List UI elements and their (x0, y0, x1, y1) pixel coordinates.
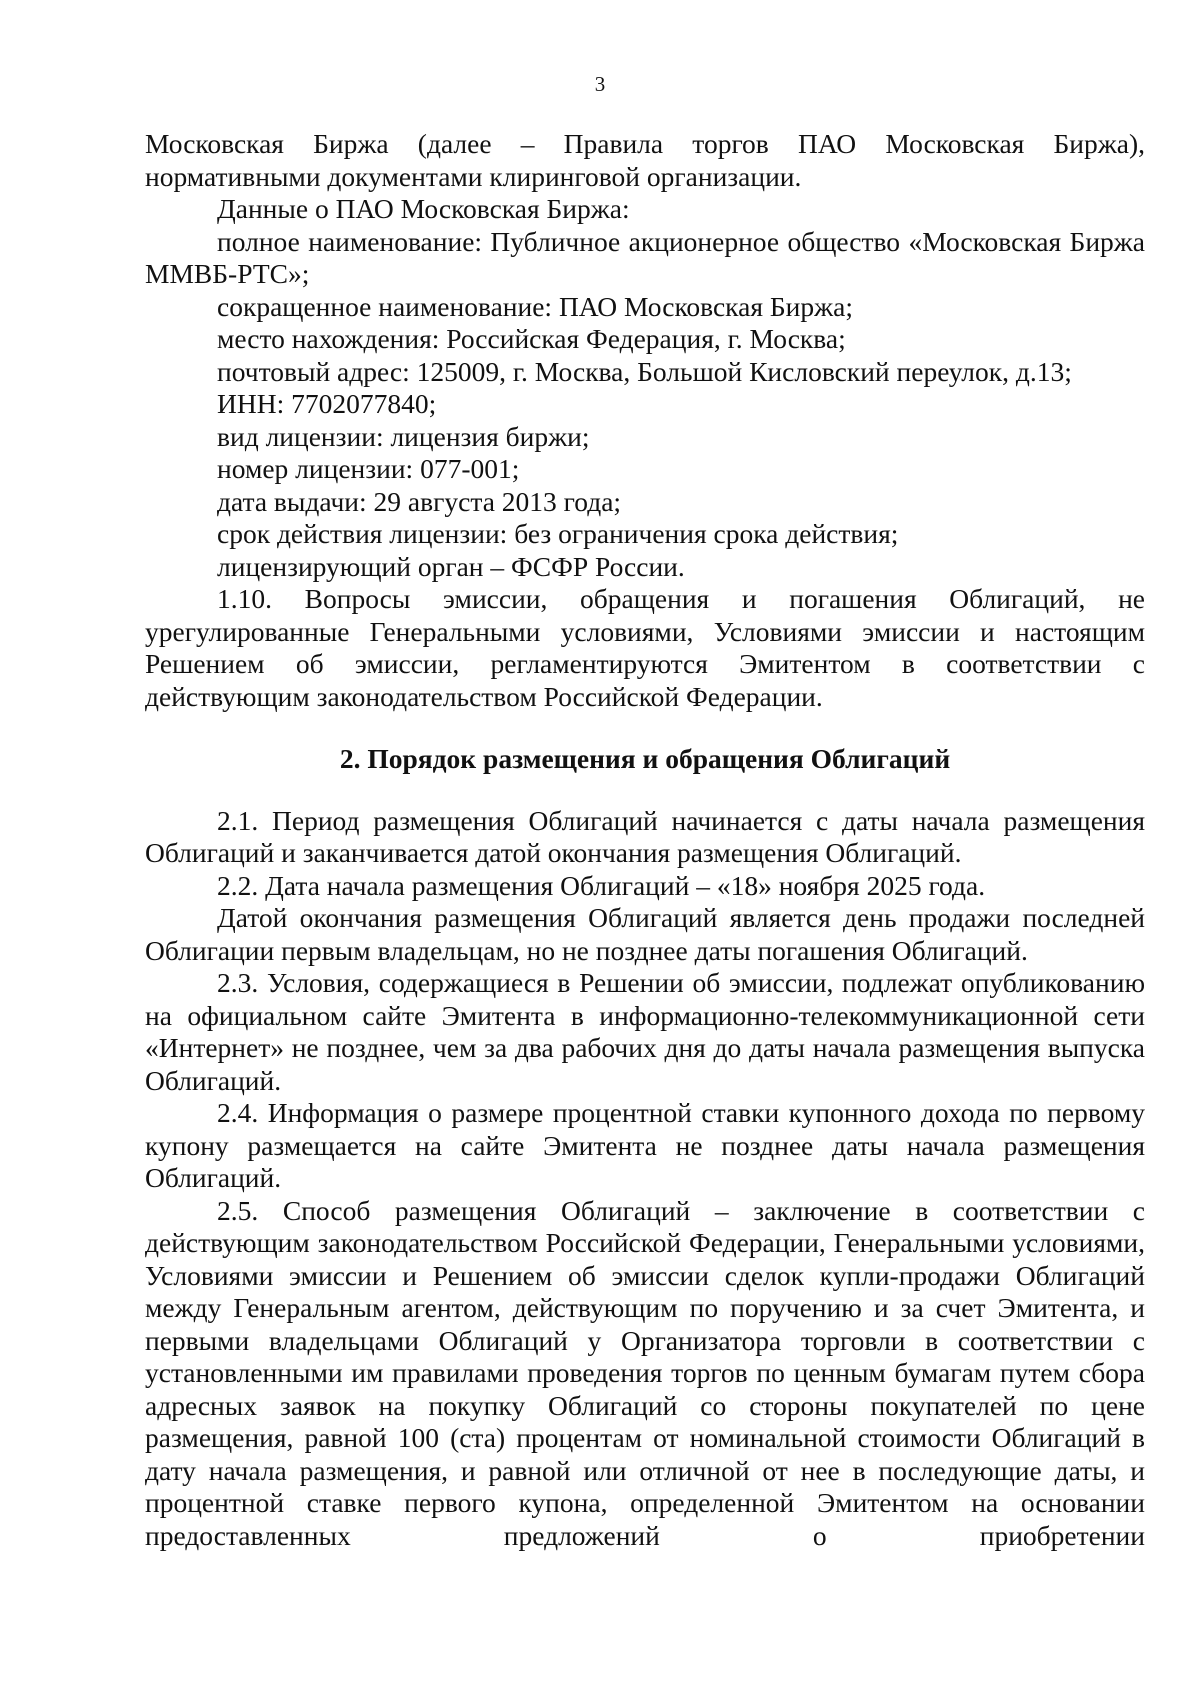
paragraph: номер лицензии: 077-001; (217, 453, 520, 484)
paragraph: 2.2. Дата начала размещения Облигаций – «18» ноября 2025 года. (217, 869, 986, 901)
paragraph: Данные о ПАО Московская Биржа: (217, 193, 630, 224)
paragraph: лицензирующий орган – ФСФР России. (217, 550, 685, 582)
paragraph: срок действия лицензии: без ограничения срока действия; (217, 518, 899, 549)
paragraph: вид лицензии: лицензия биржи; (217, 420, 590, 452)
paragraph: 2.4. Информация о размере процентной ставки купонного дохода по первому купону размещается на сайте Эмитента не позднее даты начала размещения Облигаций. (145, 1097, 1145, 1193)
paragraph: 2.5. Способ размещения Облигаций – заключение в соответствии с действующим законодательством Российской Федерации, Генеральными условиями, Условиями эмиссии и Решением об эмиссии сделок купли-продажи Облигаций между Генеральным агентом, действующим по поручению и за счет Эмитента, и первыми владельцами Облигаций у Организатора торговли в соответствии с установленными им правилами проведения торгов по ценным бумагам путем сбора адресных заявок на покупку Облигаций со стороны покупателей по цене размещения, равной 100 (ста) процентам от номинальной стоимости Облигаций в дату начала размещения, и равной или отличной от нее в последующие даты, и процентной ставке первого купона, определенной Эмитентом на основании предоставленных предложений о приобретении (145, 1194, 1145, 1551)
document-body (145, 128, 1145, 1552)
paragraph: 2.1. Период размещения Облигаций начинается с даты начала размещения Облигаций и заканчивается датой окончания размещения Облигаций. (145, 804, 1145, 868)
paragraph: почтовый адрес: 125009, г. Москва, Большой Кисловский переулок, д.13; (217, 355, 1072, 387)
paragraph: 2.3. Условия, содержащиеся в Решении об эмиссии, подлежат опубликованию на официальном сайте Эмитента в информационно-телекоммуникационной сети «Интернет» не позднее, чем за два рабочих дня до даты начала размещения выпуска Облигаций. (145, 967, 1145, 1096)
paragraph: Датой окончания размещения Облигаций является день продажи последней Облигации первым владельцам, но не позднее даты погашения Облигаций. (145, 902, 1145, 966)
paragraph: полное наименование: Публичное акционерное общество «Московская Биржа ММВБ-РТС»; (145, 225, 1145, 289)
paragraph: ИНН: 7702077840; (217, 388, 437, 419)
paragraph: дата выдачи: 29 августа 2013 года; (217, 485, 622, 517)
page-number: 3 (594, 72, 606, 96)
paragraph: сокращенное наименование: ПАО Московская Биржа; (217, 290, 853, 322)
paragraph: Московская Биржа (далее – Правила торгов ПАО Московская Биржа), нормативными документами клиринговой организации. (145, 128, 1145, 192)
section-heading: 2. Порядок размещения и обращения Облигаций (339, 743, 951, 774)
paragraph: 1.10. Вопросы эмиссии, обращения и погашения Облигаций, не урегулированные Генеральными условиями, Условиями эмиссии и настоящим Решением об эмиссии, регламентируются Эмитентом в соответствии с действующим законодательством Российской Федерации. (145, 583, 1145, 712)
paragraph: место нахождения: Российская Федерация, г. Москва; (217, 323, 846, 354)
